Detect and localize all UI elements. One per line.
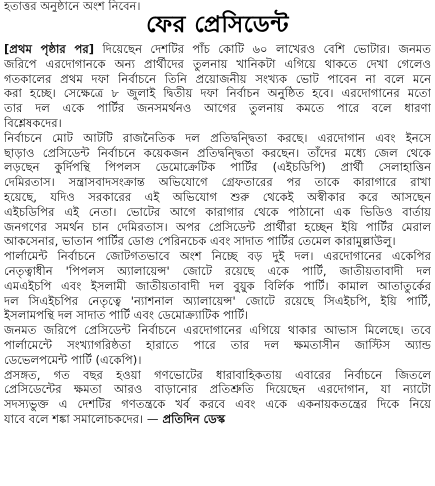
- article-line: ছাড়াও প্রেসিডেন্ট নির্বাচনে কয়েকজন প্রতিদ্বন্দ্বিতা করছেন। তাঁদের মধ্যে জেল থেকে: [4, 145, 431, 160]
- article-line: জনগণের সমর্থন চান দেমিরতাস। অপর প্রেসিডেন্ট প্রার্থীরা হচ্ছেন ইয়ি পার্টির মেরাল: [4, 219, 431, 234]
- article-line: আকসেনার, ভাতান পার্টির ডোগু পেরিনচেক এবং সাদাত পার্টির তেমেল কারামুল্লাউলু।: [4, 234, 396, 249]
- article-line: জনমত জরিপে প্রেসিডেন্ট নির্বাচনে এরদোগানের এগিয়ে থাকার আভাস মিলেছে। তবে: [4, 323, 431, 338]
- article-line-text: দিয়েছেন দেশটির পাঁচ কোটি ৬০ লাখেরও বেশি ভোটার। জনমত: [94, 42, 431, 56]
- article-line: দল সিএইচপির নেতৃত্বে 'ন্যাশনাল অ্যালায়েন্স' জোটে রয়েছে সিএইচপি, ইয়ি পার্টি,: [4, 293, 431, 308]
- article-line: করা হচ্ছে। সেক্ষেত্রে ৮ জুলাই দ্বিতীয় দফা নির্বাচন অনুষ্ঠিত হবে। এরদোগানের মতো: [4, 86, 431, 101]
- article-line: হয়েছে, যদিও সরকারের এই অভিযোগ শুরু থেকেই অস্বীকার করে আসছেন: [4, 189, 431, 204]
- article-line: প্রেসিডেন্টের ক্ষমতা আরও বাড়ানোর প্রতিশ্রুতি দিয়েছেন এরদোগান, যা ন্যাটো: [4, 382, 431, 397]
- article-line: [4, 42, 431, 57]
- jump-label[interactable]: [প্রথম পৃষ্ঠার পর]: [4, 42, 95, 56]
- article-line: প্রসঙ্গত, গত বছর হওয়া গণভোটের ধারাবাহিকতায় এবারের নির্বাচনে জিতলে: [4, 367, 431, 382]
- article-body: [4, 42, 431, 484]
- article-line: দেমিরতাস। সন্ত্রাসবাদসংক্রান্ত অভিযোগে গ্রেফতারের পর তাকে কারাগারে রাখা: [4, 175, 431, 190]
- article-line: নির্বাচনে মোট আটটি রাজনৈতিক দল প্রতিদ্বন্দ্বিতা করছে। এরদোগান এবং ইনসে: [4, 130, 431, 145]
- article-line: এমএইচপি এবং ইসলামী জাতীয়তাবাদী দল বুয়ুক বির্লিক পার্টি। কামাল আতাতুর্কের: [4, 278, 431, 293]
- article-line: ইসলামপন্থি দল সাদাত পার্টি এবং ডেমোক্র্যাটিক পার্টি।: [4, 308, 249, 323]
- previous-article-tail: হতাত্তর অনুষ্ঠানে অংশ নিবেন।: [4, 0, 141, 12]
- article-line: [4, 412, 431, 427]
- article-line: বিশ্লেষকদের।: [4, 115, 62, 130]
- article-line: ডেভেলপমেন্ট পার্টি (একেপি)।: [4, 352, 142, 367]
- article-line: পার্লামেন্টে সংখ্যাগরিষ্ঠতা হারাতে পারে তার দল ক্ষমতাসীন জাস্টিস অ্যান্ড: [4, 337, 431, 352]
- article-line: জরিপে এরদোগানকে অন্য প্রার্থীদের তুলনায় খানিকটা এগিয়ে থাকতে দেখা গেলেও: [4, 56, 431, 71]
- article-line: লড়ছেন কুর্দিপন্থি পিপলস ডেমোক্রেটিক পার্টির (এইচডিপি) প্রার্থী সেলাহাত্তিন: [4, 160, 431, 175]
- article-line: পার্লামেন্ট নির্বাচনে জোটগতভাবে অংশ নিচ্ছে বড় দুই দল। এরদোগানের একেপির: [4, 249, 431, 264]
- article-line: তার দল একে পার্টির জনসমর্থনও আগের তুলনায় কমতে পারে বলে ধারণা: [4, 101, 431, 116]
- article-line: সদস্যভুক্ত এ দেশটির গণতন্ত্রকে খর্ব করবে এবং একে একনায়কতন্ত্রের দিকে নিয়ে: [4, 397, 431, 412]
- byline: প্রতিদিন ডেস্ক: [158, 411, 226, 426]
- article-line: গতকালের প্রথম দফা নির্বাচনে তিনি প্রয়োজনীয় সংখ্যক ভোট পাবেন না বলে মনে: [4, 71, 431, 86]
- article-line: এইচডিপির এই নেতা। ভোটের আগে কারাগার থেকে পাঠানো এক ভিডিও বার্তায়: [4, 204, 431, 219]
- article-line: নেতৃত্বাধীন 'পিপলস অ্যালায়েন্স' জোটে রয়েছে একে পার্টি, জাতীয়তাবাদী দল: [4, 263, 431, 278]
- article-line-text: যাবে বলে শঙ্কা সমালোচকদের। —: [4, 411, 159, 426]
- article-headline: ফের প্রেসিডেন্ট: [146, 12, 289, 38]
